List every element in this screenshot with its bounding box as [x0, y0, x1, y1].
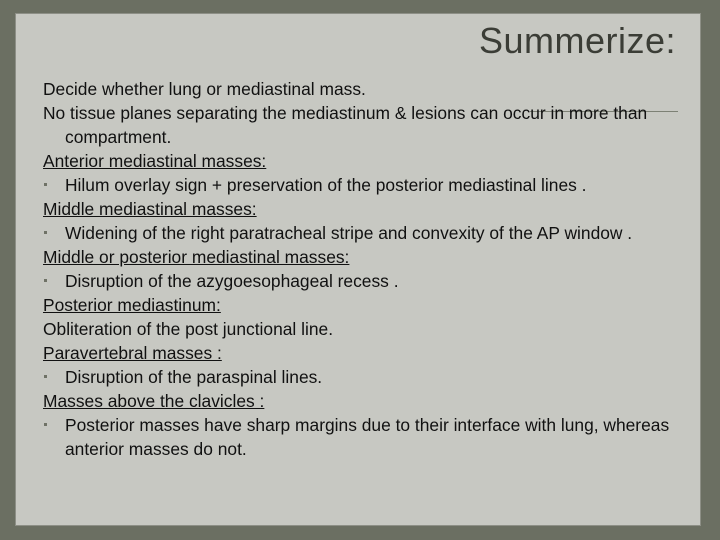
- bullet-dot-icon: [44, 279, 47, 282]
- bullet-text: Hilum overlay sign + preservation of the posterior mediastinal lines .: [65, 175, 587, 195]
- bullet-text: Disruption of the azygoesophageal recess .: [65, 271, 399, 291]
- bullet-text: Disruption of the paraspinal lines.: [65, 367, 323, 387]
- bullet-dot-icon: [44, 231, 47, 234]
- bullet-dot-icon: [44, 375, 47, 378]
- slide-title: Summerize:: [478, 20, 676, 61]
- bullet-item: [43, 221, 683, 245]
- bullet-item: [43, 365, 683, 389]
- text-line: No tissue planes separating the mediastinum & lesions can occur in more than compartment.: [43, 103, 648, 147]
- slide-content: [43, 77, 683, 461]
- section-heading: Middle mediastinal masses:: [43, 199, 257, 219]
- bullet-dot-icon: [44, 183, 47, 186]
- bullet-dot-icon: [44, 423, 47, 426]
- section-heading: Masses above the clavicles :: [43, 391, 265, 411]
- text-line: Decide whether lung or mediastinal mass.: [43, 79, 366, 99]
- text-line: Obliteration of the post junctional line.: [43, 319, 334, 339]
- section-heading: Anterior mediastinal masses:: [43, 151, 267, 171]
- section-heading: Middle or posterior mediastinal masses:: [43, 247, 350, 267]
- section-heading: Paravertebral masses :: [43, 343, 222, 363]
- bullet-item: [43, 413, 683, 461]
- section-heading: Posterior mediastinum:: [43, 295, 221, 315]
- bullet-text: Widening of the right paratracheal stripe and convexity of the AP window .: [65, 223, 633, 243]
- bullet-item: [43, 173, 683, 197]
- bullet-item: [43, 269, 683, 293]
- bullet-text: Posterior masses have sharp margins due to their interface with lung, whereas anterior masses do not.: [65, 415, 670, 459]
